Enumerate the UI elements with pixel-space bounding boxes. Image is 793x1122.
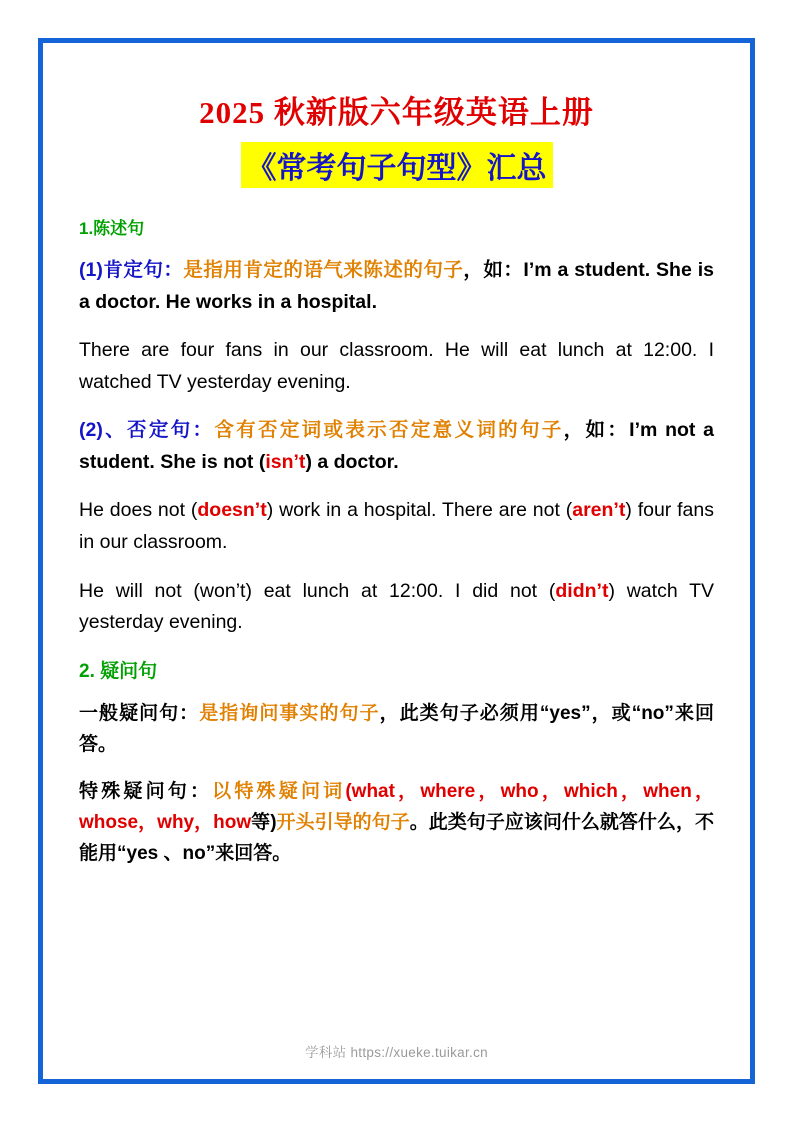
special-question-words: (what，where，who，which，when，whose，why，how [79,781,714,834]
negative-definition: 含有否定词或表示否定意义词的句子 [214,419,564,442]
special-question-lead: 开头引导的句子 [276,812,410,834]
paragraph-negative-examples-3 [79,576,714,639]
negative-ex2-a: He does not ( [79,499,198,522]
paragraph-negative-definition [79,415,714,478]
affirmative-definition: 是指用肯定的语气来陈述的句子 [183,259,464,281]
special-question-mid: 等) [251,812,277,834]
paragraph-affirmative-definition [79,255,714,318]
page-title-line2-wrap [79,142,714,188]
special-question-label: 特殊疑问句： [79,781,213,803]
special-question-rest: 。此类句子应该问什么就答什么，不能用“yes 、no”来回答。 [79,812,714,864]
special-question-definition: 以特殊疑问词 [212,781,346,803]
general-question-definition: 是指询问事实的句子 [199,702,380,724]
negative-ex2-c: ) four fans in our classroom. [79,499,714,554]
negative-label: (2)、否定句： [79,419,215,442]
general-question-rest: ，此类句子必须用“yes”，或“no”来回答。 [79,702,714,755]
negative-contraction-doesnt: doesn’t [197,499,267,522]
general-question-label: 一般疑问句： [79,702,200,724]
negative-contraction-didnt: didn’t [555,579,609,602]
document-body [43,43,750,870]
page-title-line1: 2025 秋新版六年级英语上册 [199,95,594,130]
negative-ex3-a: He will not (won’t) eat lunch at 12:00. I did not ( [79,579,556,602]
negative-example-b: ) a doctor. [305,450,399,473]
section-1-heading: 1.陈述句 [79,219,145,238]
affirmative-label: (1)肯定句： [79,259,184,281]
page-title-line2: 《常考句子句型》汇总 [241,142,553,188]
paragraph-special-question [79,777,714,869]
section-2-body [79,699,714,870]
affirmative-examples: ，如：I’m a student. She is a doctor. He works in a hospital. [79,259,714,313]
paragraph-general-question [79,699,714,761]
negative-ex3-b: ) watch TV yesterday evening. [79,579,714,634]
watermark-footer: 学科站 https://xueke.tuikar.cn [305,1045,488,1060]
paragraph-affirmative-examples-2: There are four fans in our classroom. He will eat lunch at 12:00. I watched TV yesterday evening. [79,339,714,393]
negative-contraction-arent: aren’t [572,499,626,522]
negative-example-a: ，如：I’m not a student. She is not ( [79,419,714,473]
negative-contraction-isnt: isn’t [265,450,306,473]
negative-ex2-b: ) work in a hospital. There are not ( [266,499,573,522]
paragraph-negative-examples-2 [79,495,714,558]
section-2-heading: 2. 疑问句 [79,660,158,682]
document-page [38,38,755,1084]
